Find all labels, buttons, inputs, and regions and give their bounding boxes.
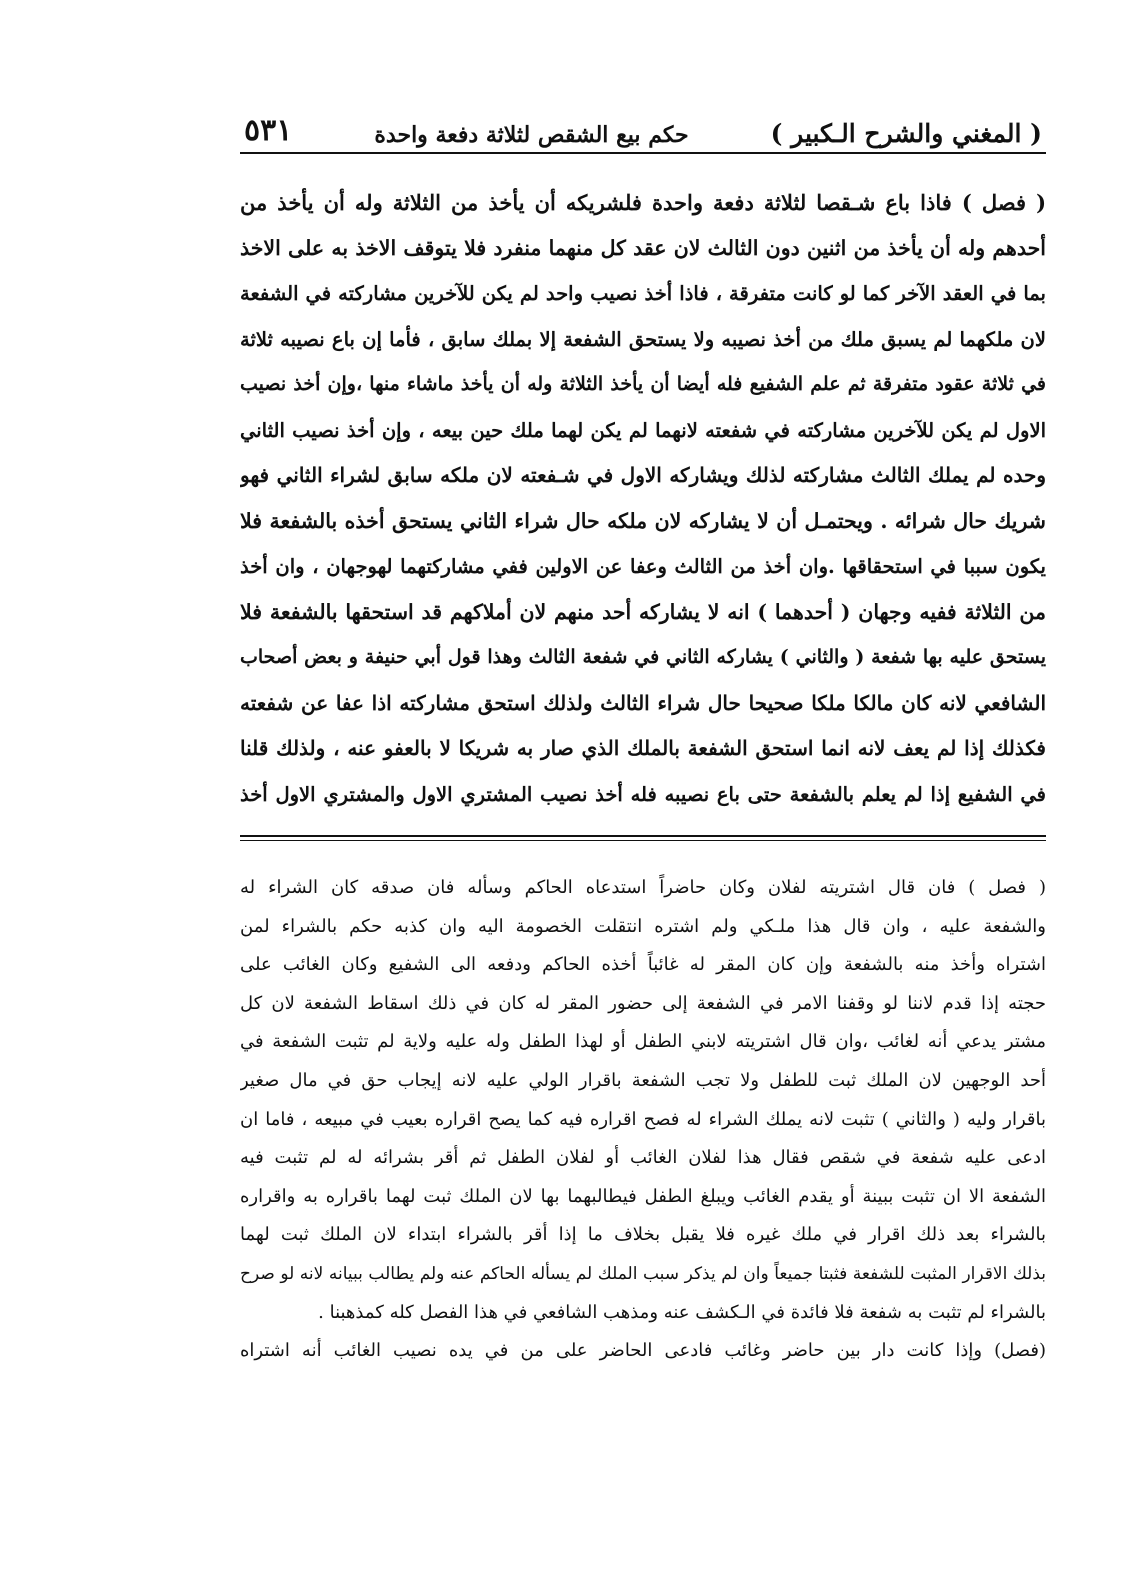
text-line: حجته إذا قدم لاننا لو وقفنا الامر في الشفعة إلى حضور المقر له كان في ذلك اسقاط الشفعة لان كل [240,992,1046,1014]
text-line: أحدهم وله أن يأخذ من اثنين دون الثالث لان عقد كل منهما منفرد فلا يتوقف الاخذ به على الاخذ [240,235,1046,260]
page-number: ٥٣١ [244,113,293,148]
text-line: والشفعة عليه ، وان قال هذا ملـكي ولم اشتره انتقلت الخصومة اليه وان كذبه حكم بالشراء لمن [240,915,1046,937]
text-line: ادعى عليه شفعة في شقص فقال هذا لفلان الغائب أو لفلان الطفل ثم أقر بشرائه له لم تثبت فيه [240,1147,1046,1169]
text-line: يستحق عليه بها شفعة ( والثاني ) يشاركه الثاني في شفعة الثالث وهذا قول أبي حنيفة و بعض أصحاب [240,646,1046,668]
text-line: الشفعة الا ان تثبت ببينة أو يقدم الغائب ويبلغ الطفل فيطالبهما بها لان الملك ثبت لهما باقراره به واقراره [240,1185,1046,1207]
text-line: اشتراه وأخذ منه بالشفعة وإن كان المقر له غائباً أخذه الحاكم ودفعه الى الشفيع وكان الغائب على [240,954,1046,976]
book-page [240,104,1046,1371]
text-line: فكذلك إذا لم يعف لانه انما استحق الشفعة بالملك الذي صار به شريكا لا بالعفو عنه ، ولذلك قلنا [240,736,1046,760]
text-line: ( فصل ) فان قال اشتريته لفلان وكان حاضراً استدعاه الحاكم وسأله فان صدقه كان الشراء له [240,877,1046,898]
text-line: بالشراء بعد ذلك اقرار في ملك غيره فلا يقبل بخلاف ما إذا أقر بالشراء ابتداء لان الملك ثبت لهما [240,1224,1046,1246]
book-title: ( المغني والشرح الـكبير ) [770,119,1042,148]
text-line: بالشراء لم تثبت به شفعة فلا فائدة في الـكشف عنه ومذهب الشافعي في هذا الفصل كله كمذهبنا . [318,1301,1046,1323]
section-divider [240,835,1046,837]
text-line: (فصل) وإذا كانت دار بين حاضر وغائب فادعى الحاضر على من في يده نصيب الغائب أنه اشتراه [240,1340,1046,1362]
page-header [240,104,1046,154]
section-title: حكم بيع الشقص لثلاثة دفعة واحدة [374,122,689,148]
text-line: مشتر يدعي أنه لغائب ،وان قال اشتريته لابني الطفل أو لهذا الطفل وله عليه ولاية لم تثبت الشفعة في [240,1031,1046,1053]
text-line: في ثلاثة عقود متفرقة ثم علم الشفيع فله أيضا أن يأخذ الثلاثة وله أن يأخذ ماشاء منها ،وإن أخذ نصيب [240,373,1046,395]
commentary-text [240,869,1046,1371]
section-divider-thin [240,840,1046,841]
text-line: من الثلاثة ففيه وجهان ( أحدهما ) انه لا يشاركه أحد منهم لان أملاكهم قد استحقها بالشفعة فلا [240,599,1046,624]
text-line: شريك حال شرائه . ويحتمـل أن لا يشاركه لان ملكه حال شراء الثاني يستحق أخذه بالشفعة فلا [240,508,1046,533]
text-line: لان ملكهما لم يسبق ملك من أخذ نصيبه ولا يستحق الشفعة إلا بملك سابق ، فأما إن باع نصيبه ثلاثة [240,327,1046,351]
text-line: أحد الوجهين لان الملك ثبت للطفل ولا تجب الشفعة باقرار الولي عليه لانه إيجاب حق في مال صغير [240,1069,1046,1091]
text-line: بما في العقد الآخر كما لو كانت متفرقة ، فاذا أخذ نصيب واحد لم يكن للآخرين مشاركته في الشفعة [240,282,1046,305]
text-line: بذلك الاقرار المثبت للشفعة فثبتا جميعاً وان لم يذكر سبب الملك لم يسأله الحاكم عنه ولم يطالب ببيانه لانه لو صرح [240,1263,1046,1284]
text-line: ( فصل ) فاذا باع شـقصا لثلاثة دفعة واحدة فلشريكه أن يأخذ من الثلاثة وله أن يأخذ من [240,190,1046,215]
text-line: الشافعي لانه كان مالكا ملكا صحيحا حال شراء الثالث ولذلك استحق مشاركته اذا عفا عن شفعته [240,690,1046,715]
main-text [240,180,1046,817]
text-line: وحده لم يملك الثالث مشاركته لذلك ويشاركه الاول في شـفعته لان ملكه سابق لشراء الثاني فهو [240,463,1046,487]
text-line: باقرار وليه ( والثاني ) تثبت لانه يملك الشراء له فصح اقراره فيه كما يصح اقراره بعيب في مبيعه ، فاما ان [240,1108,1046,1130]
text-line: في الشفيع إذا لم يعلم بالشفعة حتى باع نصيبه فله أخذ نصيب المشتري الاول والمشتري الاول أخذ [240,782,1046,806]
text-line: يكون سببا في استحقاقها .وان أخذ من الثالث وعفا عن الاولين ففي مشاركتهما لهوجهان ، وان أخذ [240,555,1046,578]
text-line: الاول لم يكن للآخرين مشاركته في شفعته لانهما لم يكن لهما ملك حين بيعه ، وإن أخذ نصيب الثاني [240,418,1046,442]
